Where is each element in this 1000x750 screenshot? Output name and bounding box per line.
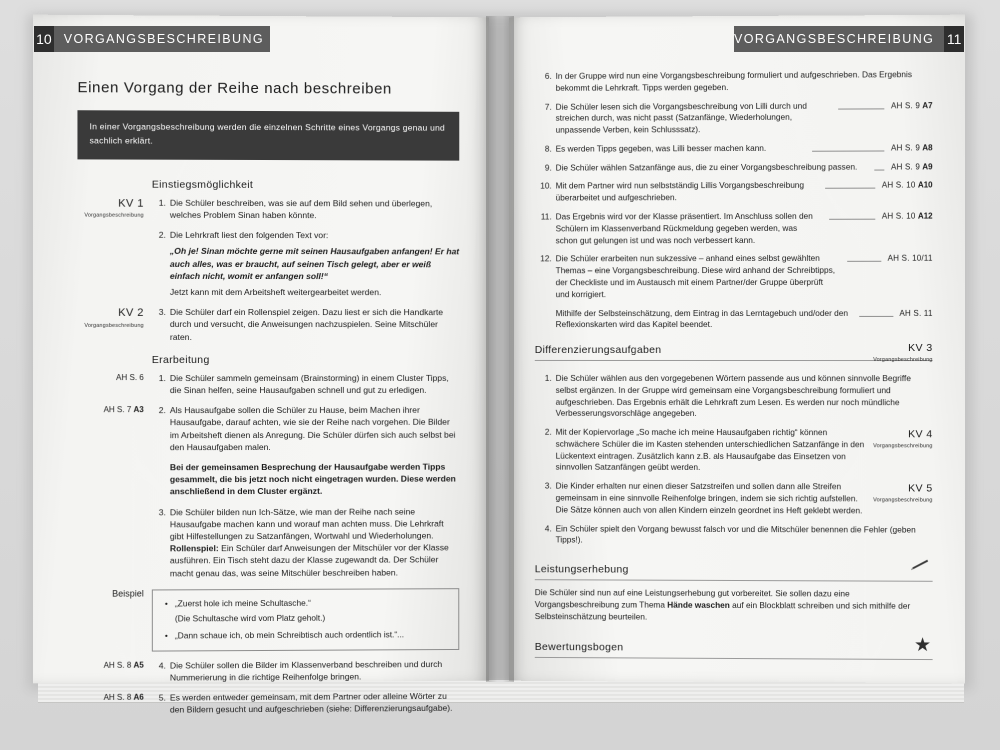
beispiel-heading: Beispiel: [112, 588, 144, 599]
list-item: [77, 372, 459, 397]
ah-s8-task: A5: [133, 660, 144, 670]
item-text: Die Kinder erhalten nur einen dieser Satzstreifen und sollen dann alle Streifen gemeinsam in eine sinnvolle Reihenfolge bringen, indem sie sich richtig aufstellen. Die Sätze können auch von allen Kindern einzeln geordnet ins Heft geklebt werden.: [555, 480, 863, 516]
reference-task: A8: [922, 143, 933, 153]
reference-code: AH S. 9: [890, 100, 921, 110]
reference-code: AH S. 10/11: [887, 254, 933, 264]
item-text: Die Schüler wählen Satzanfänge aus, die zu einer Vorgangsbeschreibung passen.: [555, 161, 858, 173]
item-text: Es werden entweder gemeinsam, mit dem Partner oder alleine Wörter zu den Bildern gesucht und aufgeschrieben (siehe: Differenzierungsaufgabe).: [169, 690, 453, 715]
list-item: [77, 690, 459, 717]
reference-code: AH S. 10: [881, 180, 916, 191]
item-number: 10.: [540, 181, 552, 192]
reference-code: AH S. 9: [890, 162, 921, 172]
rollenspiel-text: Ein Schüler darf Anweisungen der Mitschüler vor der Klasse ausführen. Ein Tisch steht dazu der Klasse zugewandt da. Der Schüler macht genau das, was seine Mitschüler beschreiben haben.: [169, 542, 449, 578]
list-item: [535, 211, 933, 247]
example-line: • „Dann schaue ich, ob mein Schreibtisch auch ordentlich ist.“...: [175, 629, 448, 642]
item-reference: [819, 211, 932, 247]
left-header-title: VORGANGSBESCHREIBUNG: [63, 32, 264, 46]
closing-note-reference: AH S. 11: [849, 307, 933, 331]
leistungserhebung-topic: Hände waschen: [667, 599, 730, 610]
item-text: Das Ergebnis wird vor der Klasse präsentiert. Im Anschluss sollen den Schülern im Klassenverband Rückmeldung gegeben werden, was schon gut gelungen ist und was noch verbessert kann.: [555, 210, 813, 245]
example-box: [152, 588, 459, 651]
section-heading-erarbeitung: Erarbeitung: [151, 353, 210, 366]
book-spine: [486, 16, 514, 682]
item-text: Es werden Tipps gegeben, was Lilli besser machen kann.: [555, 142, 767, 154]
gutter-spacer: [77, 351, 151, 372]
item-text: Als Hausaufgabe sollen die Schüler zu Hause, beim Machen ihrer Hausaufgabe, darauf achten, wie sie der Reihe nach vorgehen. Die Bilder im Arbeitsheft dienen als Anregung. Die Schüler dürfen sich auch selbst bei den Hausaufgaben malen.: [169, 405, 456, 452]
left-page-header: [34, 26, 270, 52]
closing-note: [535, 307, 933, 331]
item-number: 11.: [540, 211, 552, 222]
item-number: 9.: [544, 162, 552, 173]
item-number: 1.: [158, 197, 166, 208]
section-heading-einstieg: Einstiegsmöglichkeit: [151, 178, 254, 191]
list-item: [535, 373, 933, 420]
gutter-ah-s7: [77, 404, 151, 415]
right-header-title: VORGANGSBESCHREIBUNG: [734, 32, 935, 46]
item-reference: [828, 100, 932, 136]
list-item: [535, 100, 933, 137]
item-text: Die Schüler erarbeiten nun sukzessive – anhand eines selbst gewählten Themas – eine Vorgangsbeschreibung. Diese wird anhand der Schreibtipps, der Checkliste und im Austausch mit einem Partner/der Gruppe überprüft und korrigiert.: [555, 253, 836, 299]
ah-s8-task: A6: [133, 692, 144, 702]
ah-s8-code: AH S. 8: [103, 692, 132, 702]
kv4-sub: Vorgangsbeschreibung: [873, 443, 933, 450]
list-item: [77, 229, 459, 299]
list-item: [77, 196, 459, 221]
list-item: [77, 306, 459, 343]
item-text: In der Gruppe wird nun eine Vorgangsbeschreibung formuliert und aufgeschrieben. Das Ergebnis bekommt die Lehrkraft. Tipps werden gegeben.: [555, 69, 913, 93]
item-number: 2.: [544, 426, 552, 437]
kv1-sub: Vorgangsbeschreibung: [84, 213, 144, 220]
item-reference: [837, 253, 932, 300]
kv3-code: KV 3: [908, 342, 933, 355]
closing-note-text: Mithilfe der Selbsteinschätzung, dem Eintrag in das Lerntagebuch und/oder den Reflexionskarten wird das Kapitel beendet.: [555, 307, 849, 330]
item-text: Die Schüler sollen die Bilder im Klassenverband beschreiben und durch Nummerierung in die richtige Reihenfolge bringen.: [169, 658, 443, 683]
item-text: Die Lehrkraft liest den folgenden Text vor:: [169, 230, 329, 241]
kv4-tag: [873, 427, 932, 451]
item-number: 1.: [158, 372, 166, 383]
item-number: 4.: [544, 522, 552, 533]
section-heading-differenzierung: Differenzierungsaufgaben: [535, 343, 933, 361]
section-heading-bewertungsbogen: Bewertungsbogen: [535, 640, 933, 660]
item-number: 3.: [544, 480, 552, 491]
bold-note-row: [77, 461, 459, 498]
list-item: [535, 142, 933, 155]
item-number: 5.: [158, 692, 166, 703]
story-quote: „Oh je! Sinan möchte gerne mit seinen Hausaufgaben anfangen! Er hat auch alles, was er braucht, auf seinen Tisch gelegt, aber er weiß einfach nicht, womit er anfangen soll!“: [169, 246, 460, 281]
item-number: 2.: [158, 230, 166, 241]
item-text: Mit dem Partner wird nun selbstständig Lillis Vorgangsbeschreibung überarbeitet und aufgeschrieben.: [555, 180, 805, 203]
reference-task: A7: [922, 100, 933, 110]
section-heading-leistungserhebung: Leistungserhebung: [535, 562, 933, 581]
item-number: 6.: [544, 70, 552, 81]
item-text: Die Schüler bilden nun Ich-Sätze, wie man der Reihe nach seine Hausaufgabe machen kann und worauf man achten muss. Die Lehrkraft gibt Hilfestellungen zu Satzanfängen, Wortwahl und Wiederholungen.: [169, 506, 444, 542]
item-reference: [815, 180, 932, 204]
definition-callout: In einer Vorgangsbeschreibung werden die einzelnen Schritte eines Vorgangs genau und sachlich erklärt.: [77, 111, 459, 161]
kv2-sub: Vorgangsbeschreibung: [84, 322, 144, 329]
example-sub-line: (Die Schultasche wird vom Platz geholt.): [174, 612, 326, 624]
left-page-number: 10: [34, 26, 54, 52]
gutter-spacer: [77, 175, 151, 196]
list-item: [77, 658, 459, 685]
item-number: 12.: [540, 253, 552, 264]
leistungserhebung-text: Die Schüler sind nun auf eine Leistungserhebung gut vorbereitet. Sie sollen dazu eine Vorgangsbeschreibung zum Thema Hände waschen auf ein Blockblatt schreiben und sich mithilfe der Selbsteinschätzung beurteilen.: [534, 587, 911, 622]
item-number: 4.: [158, 660, 166, 671]
item-reference: [865, 161, 933, 173]
reference-code: AH S. 10: [881, 211, 916, 221]
right-page: [509, 15, 965, 684]
pencil-icon: [908, 560, 930, 572]
item-number: 3.: [158, 506, 166, 517]
rollenspiel-label: Rollenspiel:: [169, 543, 219, 554]
story-after-text: Jetzt kann mit dem Arbeitsheft weitergearbeitet werden.: [169, 286, 382, 298]
item-text: Mit der Kopiervorlage „So mache ich meine Hausaufgaben richtig“ können schwächere Schüler die im Kasten stehenden unterschiedlichen Satzanfänge in den Lückentext eintragen. Zusätzlich kann z.B. als Hausaufgabe das Einsetzen von sinnvollen Satzanfängen geübt werden.: [555, 426, 865, 473]
item-text: Die Schüler beschreiben, was sie auf dem Bild sehen und überlegen, welches Problem Sinan haben könnte.: [169, 197, 433, 221]
item-number: 7.: [544, 101, 552, 112]
kv4-code: KV 4: [908, 428, 933, 441]
item-number: 2.: [158, 405, 166, 416]
gutter-beispiel: [77, 587, 151, 659]
ah-s7-code: AH S. 7: [103, 405, 132, 415]
right-page-number: 11: [944, 26, 964, 52]
kv3-tag: [873, 341, 932, 365]
star-icon: ★: [913, 635, 932, 657]
kv5-code: KV 5: [908, 482, 933, 495]
list-item: [77, 505, 459, 579]
item-text: Ein Schüler spielt den Vorgang bewusst falsch vor und die Mitschüler benennen die Fehler (geben Tipps!).: [555, 523, 916, 545]
item-number: 1.: [544, 372, 552, 383]
right-page-header: [734, 26, 964, 52]
kv3-sub: Vorgangsbeschreibung: [873, 356, 933, 364]
item-number: 3.: [158, 307, 166, 318]
kv5-sub: Vorgangsbeschreibung: [873, 497, 933, 504]
reference-task: A12: [917, 211, 933, 221]
item-text: Die Schüler wählen aus den vorgegebenen Wörtern passende aus und können sinnvolle Begriffe selbst ergänzen. In der Gruppe wird gemeinsam eine Vorgangsbeschreibung formuliert und aufgeschrieben. Das Ergebnis erhält die Lehrkraft zum Lesen. Es werden nur noch mündliche Verbesserungsvorschläge angegeben.: [555, 372, 911, 419]
list-item: [77, 404, 459, 453]
right-page-body: [535, 69, 933, 667]
ah-s8-code: AH S. 8: [103, 660, 132, 670]
left-page: [33, 15, 489, 715]
item-text: Die Schüler darf ein Rollenspiel zeigen. Dazu liest er sich die Handkarte durch und versucht, die Anweisungen nachzuspielen. Seine Mitschüler raten.: [169, 307, 444, 342]
list-item: [535, 523, 933, 548]
reference-task: A9: [922, 162, 933, 172]
list-item: [535, 69, 933, 94]
page-title: Einen Vorgang der Reihe nach beschreiben: [77, 79, 392, 98]
gutter-kv2: [77, 306, 151, 330]
item-reference: [802, 142, 932, 154]
example-line: • „Zuerst hole ich meine Schultasche.“ (Die Schultasche wird vom Platz geholt.): [175, 597, 448, 625]
bold-note: Bei der gemeinsamen Besprechung der Hausaufgabe werden Tipps gesammelt, die bis jetzt noch nicht eingetragen wurden. Diese werden anschließend in dem Cluster ergänzt.: [169, 461, 456, 497]
item-text: Die Schüler sammeln gemeinsam (Brainstorming) in einem Cluster Tipps, die Sinan helfen, seine Hausaufgaben schnell und gut zu erledigen.: [169, 372, 449, 396]
left-page-body: [77, 77, 459, 724]
item-number: 8.: [544, 143, 552, 154]
reference-code: AH S. 9: [890, 143, 921, 153]
gutter-ah-s6: AH S. 6: [116, 372, 144, 382]
kv5-tag: [873, 482, 932, 506]
kv1-code: KV 1: [118, 197, 144, 210]
item-text: Die Schüler lesen sich die Vorgangsbeschreibung von Lilli durch und streichen durch, was nicht passt (Satzanfänge, Wiederholungen, unpassende Verben, kein Schlusssatz).: [555, 100, 807, 135]
list-item: [535, 161, 933, 174]
gutter-ah-s8-2: [77, 692, 151, 704]
kv2-code: KV 2: [118, 307, 144, 320]
list-item: [535, 180, 933, 205]
list-item: [535, 253, 933, 301]
reference-task: A10: [917, 180, 933, 190]
gutter-ah-s8-1: [77, 659, 151, 671]
ah-s7-task: A3: [133, 405, 144, 415]
gutter-kv1: [77, 196, 151, 221]
